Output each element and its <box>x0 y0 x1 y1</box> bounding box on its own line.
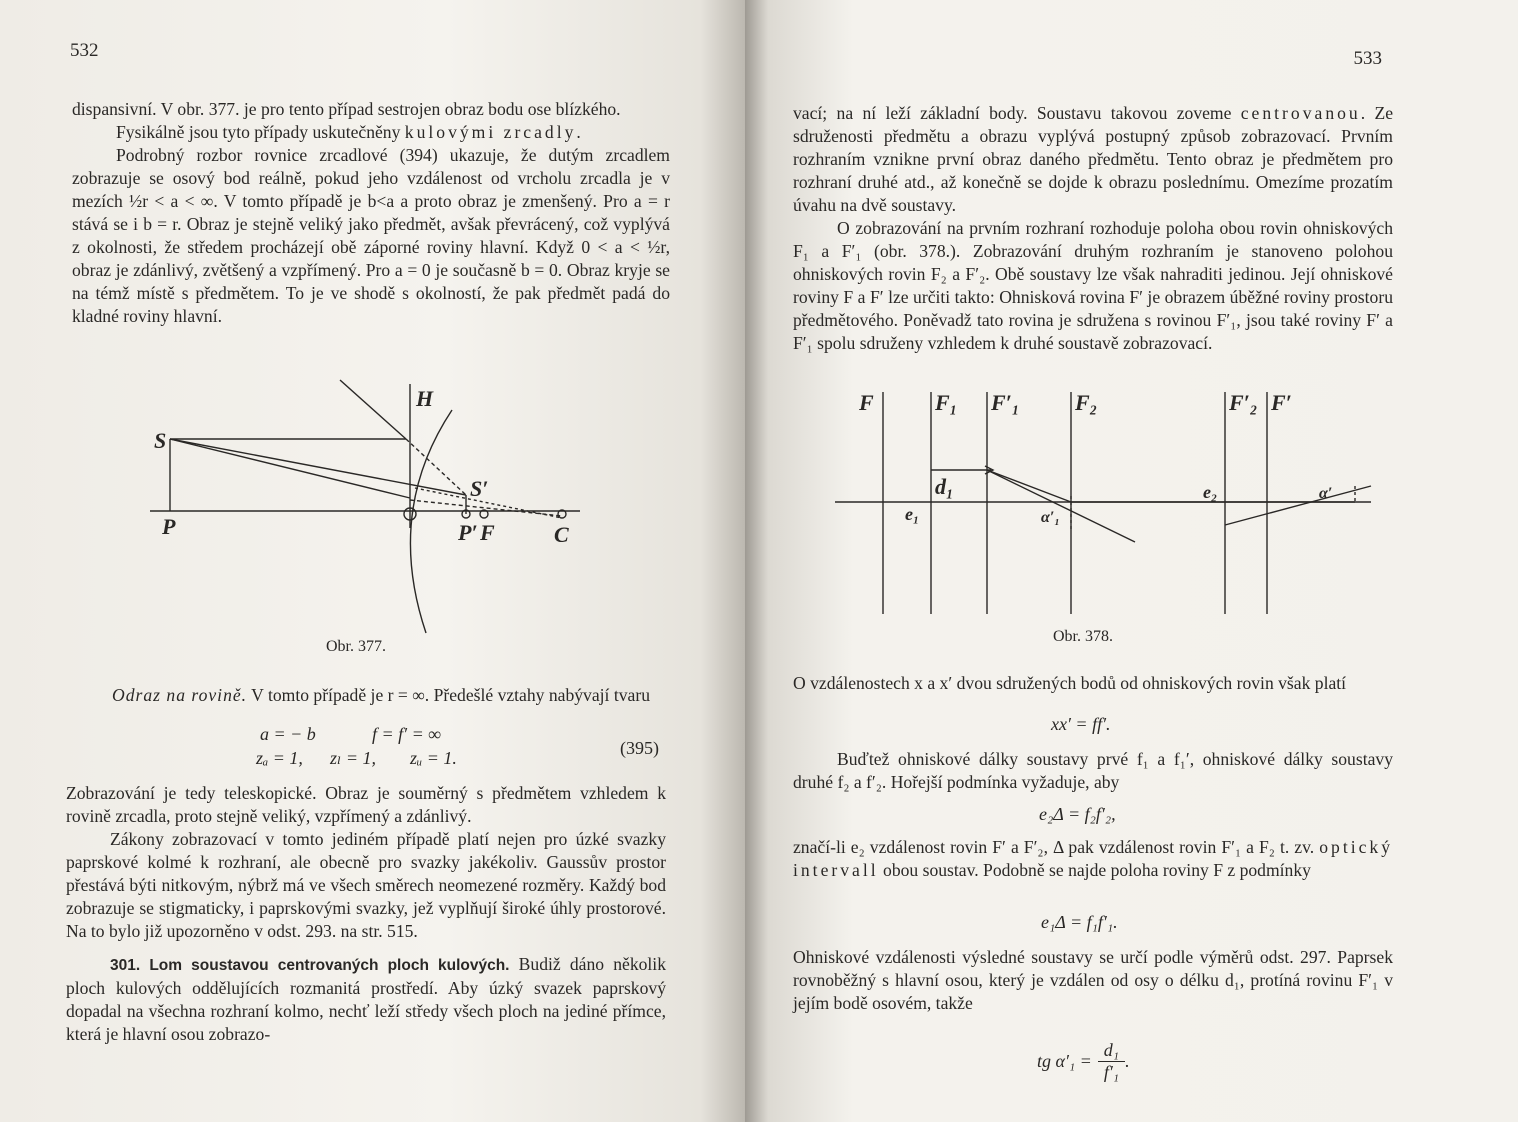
ray <box>340 380 406 439</box>
paragraph: Buďtež ohniskové dálky soustavy prvé f₁ a f₁′, ohniskové dálky soustavy druhé f₂ a f′₂. Hořejší podmínka vyžaduje, aby <box>793 749 1393 792</box>
ray <box>1225 486 1371 525</box>
text-block-b <box>793 748 1393 794</box>
ray <box>170 439 466 495</box>
equation-end: . <box>1125 1051 1130 1071</box>
text-block-top <box>72 98 670 328</box>
text: Budiž dáno několik ploch kulových oddělujících rozmanitá prostředí. Aby úzký svazek paprskový dopadal na všechna rozhraní kolmo, nechť leží středy všech ploch na jediné přímce, která je hlavní osou zobrazo- <box>66 954 666 1044</box>
text: obou soustav. Podobně se najde poloha roviny F z podmínky <box>878 860 1311 880</box>
spaced-text: optický intervall <box>793 837 1393 880</box>
paragraph: dispansivní. V obr. 377. je pro tento případ sestrojen obraz bodu ose blízkého. <box>72 99 621 119</box>
text: Fysikálně jsou tyto případy uskutečněny <box>116 122 405 142</box>
text-block-d <box>793 946 1393 1015</box>
paragraph <box>66 684 672 707</box>
paragraph: Zobrazování je tedy teleskopické. Obraz je souměrný s předmětem vzhledem k rovině zrcadla, proto stejně veliký, vzpřímený a zdánlivý. <box>66 783 666 826</box>
equation: e₂Δ = f₂f′₂, <box>1039 804 1116 824</box>
figure-377 <box>140 368 600 650</box>
denominator: f′₁ <box>1103 1062 1120 1082</box>
paragraph: Ohniskové vzdálenosti výsledné soustavy se určí podle výměrů odst. 297. Paprsek rovnoběžný s hlavní osou, který je vzdálen od osy o délku d₁, protíná rovinu F′₁ v jejím bodě osovém, takže <box>793 947 1393 1013</box>
figure-378 <box>835 382 1405 622</box>
fig-label: F <box>480 520 495 545</box>
equation-lhs: tg α′₁ = <box>1037 1051 1092 1071</box>
section-paragraph <box>66 953 666 1046</box>
fig-label: H <box>416 386 434 411</box>
paragraph <box>793 102 1393 217</box>
italic-heading: Odraz na rovině. <box>112 685 248 705</box>
paragraph: Zákony zobrazovací v tomto jediném případě platí nejen pro úzké svazky paprskové kolmé k rozhraní, ale obecně pro svazky jakékoliv. Gaussův prostor přestává býti nitkovým, nýbrž má ve všech směrech neomezené rozměry. Každý bod zobrazuje se stigmaticky, i paprskovými svazky, jež vyplňují široké úhly prostorové. Na to bylo již upozorněno v odst. 293. na str. 515. <box>66 829 666 941</box>
text: . Ze sdruženosti předmětu a obrazu vyplývá postupný způsob zobrazovací. Prvním rozhraním vznikne první obraz daného předmětu. Tento obraz je předmětem pro rozhraní druhé atd., až konečně se dojde k obrazu poslednímu. Omezíme prozatím úvahu na dvě soustavy. <box>793 103 1393 215</box>
fig-label: e₁ <box>905 504 920 524</box>
spaced-text: kulovými zrcadly <box>404 122 577 142</box>
fig-label: S′ <box>470 476 489 501</box>
equation: a = − b <box>260 724 316 744</box>
equation: xx′ = ff′. <box>1051 714 1111 734</box>
fig-label: C <box>554 522 569 547</box>
left-page <box>0 0 745 1122</box>
text-block-top <box>793 102 1393 355</box>
fig-label: S <box>154 428 167 453</box>
fig-label: F′₂ <box>1229 390 1258 415</box>
paragraph: O zobrazování na prvním rozhraní rozhoduje poloha obou rovin ohniskových F₁ a F′₁ (obr. 378.). Zobrazování druhým rozhraním je stanoveno polohou ohniskových rovin F₂ a F′₂. Obě soustavy lze však nahraditi jedinou. Její ohniskové roviny F a F′ lze určiti takto: Ohnisková rovina F′ je obrazem úběžné roviny prostoru předmětového. Poněvadž tato rovina je sdružena s rovinou F′₁, jsou také roviny F′ a F′₁ spolu sdruženy vzhledem k druhé soustavě zobrazovací. <box>793 218 1393 353</box>
fig-label: e₂ <box>1203 482 1218 502</box>
fig-label: α′₁ <box>1041 509 1060 526</box>
fig-label: d₁ <box>935 474 954 499</box>
figure-caption: Obr. 377. <box>326 638 386 655</box>
equation: zₐ = 1, <box>256 748 303 768</box>
ray-dashed <box>406 439 466 495</box>
paragraph: O vzdálenostech x a x′ dvou sdružených bodů od ohniskových rovin však platí <box>793 673 1347 693</box>
equation: e₁Δ = f₁f′₁. <box>1041 912 1118 932</box>
fig-label: F₂ <box>1075 390 1098 415</box>
text: V tomto případě je r = ∞. Předešlé vztahy nabývají tvaru <box>247 685 650 705</box>
text: značí-li e₂ vzdálenost rovin F′ a F′₂, Δ pak vzdálenost rovin F′₁ a F₂ t. zv. <box>793 837 1320 857</box>
equation: zₗ = 1, <box>330 748 377 768</box>
right-page <box>745 0 1518 1122</box>
text: vací; na ní leží základní body. Soustavu takovou zoveme <box>793 103 1241 123</box>
fig-label: α′ <box>1319 485 1333 502</box>
page-number: 532 <box>70 40 99 61</box>
fig-label: F′ <box>1271 390 1292 415</box>
equation-fraction <box>1037 1040 1130 1083</box>
page-number: 533 <box>1353 48 1382 69</box>
text-block-bottom <box>66 782 666 1046</box>
text-block-middle <box>66 684 672 707</box>
ray <box>987 470 1135 542</box>
fraction <box>1098 1040 1125 1083</box>
text: . <box>576 122 581 142</box>
fig-label: F <box>859 390 874 415</box>
ray <box>170 439 410 498</box>
figure-caption: Obr. 378. <box>1053 628 1113 645</box>
equation-number: (395) <box>620 738 659 758</box>
fig-label: F′₁ <box>991 390 1020 415</box>
section-number: 301. <box>110 957 141 974</box>
text-block-c <box>793 836 1393 882</box>
paragraph <box>72 121 670 144</box>
section-title: Lom soustavou centrovaných ploch kulových. <box>149 957 510 974</box>
equation: f = f′ = ∞ <box>372 724 442 744</box>
fig-label: P′ <box>458 520 478 545</box>
text-block-a <box>793 672 1393 695</box>
equation: zᵤ = 1. <box>410 748 457 768</box>
spaced-text: centrovanou <box>1240 103 1361 123</box>
fig-label: P <box>162 514 176 539</box>
ray <box>987 470 1071 502</box>
numerator: d₁ <box>1098 1040 1125 1062</box>
mirror-arc <box>410 410 452 633</box>
paragraph <box>793 836 1393 882</box>
paragraph: Podrobný rozbor rovnice zrcadlové (394) ukazuje, že dutým zrcadlem zobrazuje se osový bod reálně, pokud jeho vzdálenost od vrcholu zrcadla je v mezích ½r < a < ∞. V tomto případě je b<a a proto obraz je zmenšený. Pro a = r stává se i b = r. Obraz je stejně veliký jako předmět, avšak převrácený, což vyplývá z okolnosti, že středem procházejí obě záporné roviny hlavní. Když 0 < a < ½r, obraz je zdánlivý, zvětšený a vzpřímený. Pro a = 0 je současně b = 0. Obraz kryje se na témž místě s předmětem. To je ve shodě s okolností, že pak předmět padá do kladné roviny hlavní. <box>72 145 670 326</box>
fig-label: F₁ <box>935 390 958 415</box>
